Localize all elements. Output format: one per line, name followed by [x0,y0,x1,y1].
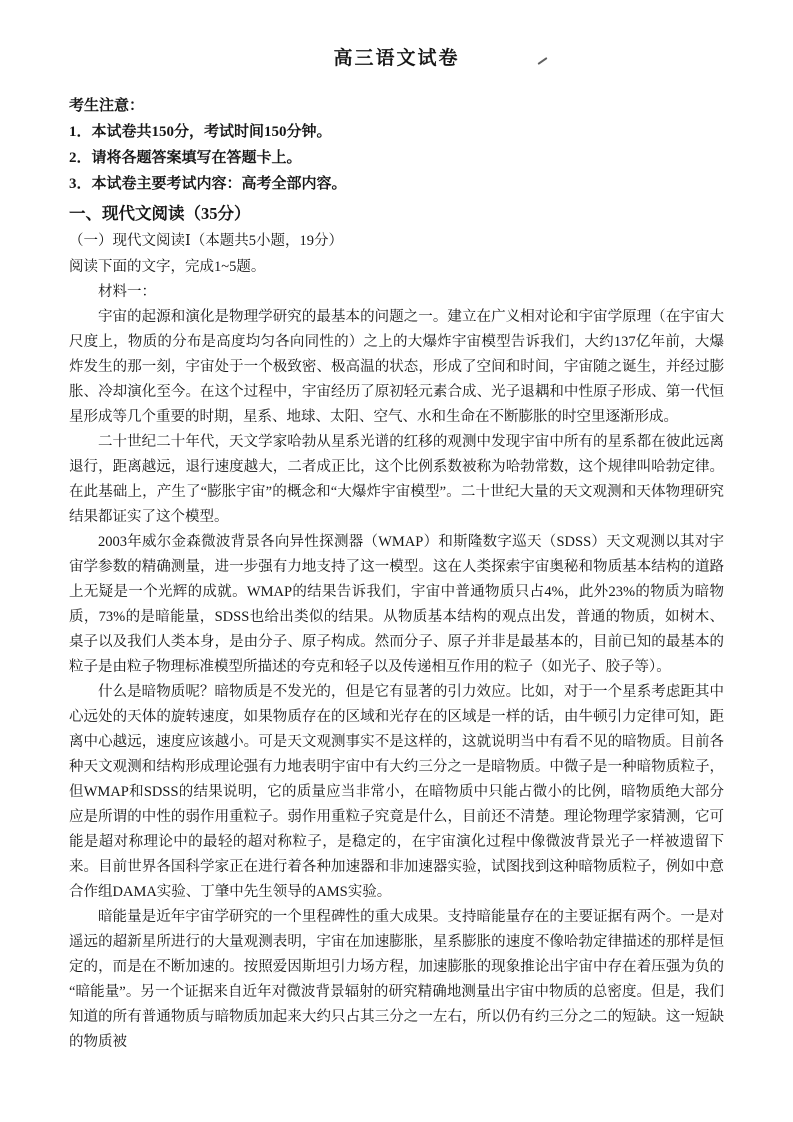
notice-heading: 考生注意： [69,98,145,114]
notice-item-2: 2．请将各题答案填写在答题卡上。 [69,150,302,166]
material-one-label: 材料一： [98,284,156,300]
material-paragraph-2: 二十世纪二十年代，天文学家哈勃从星系光谱的红移的观测中发现宇宙中所有的星系都在彼此远离退行，距离越远，退行速度越大，二者成正比，这个比例系数被称为哈勃常数，这个规律叫哈勃定律。在此基础上，产生了“膨胀宇宙”的概念和“大爆炸宇宙模型”。二十世纪大量的天文观测和天体物理研究结果都证实了这个模型。 [69,434,724,525]
material-paragraph-1: 宇宙的起源和演化是物理学研究的最基本的问题之一。建立在广义相对论和宇宙学原理（在宇宙大尺度上，物质的分布是高度均匀各向同性的）之上的大爆炸宇宙模型告诉我们，大约137亿年前，大爆炸发生的那一刻，宇宙处于一个极致密、极高温的状态，形成了空间和时间，宇宙随之诞生，并经过膨胀、冷却演化至今。在这个过程中，宇宙经历了原初轻元素合成、光子退耦和中性原子形成、第一代恒星形成等几个重要的时期，星系、地球、太阳、空气、水和生命在不断膨胀的时空里逐渐形成。 [69,309,724,425]
material-paragraph-3: 2003年威尔金森微波背景各向异性探测器（WMAP）和斯隆数字巡天（SDSS）天文观测以其对宇宙学参数的精确测量，进一步强有力地支持了这一模型。这在人类探索宇宙奥秘和物质基本结构的道路上无疑是一个光辉的成就。WMAP的结果告诉我们，宇宙中普通物质只占4%，此外23%的物质为暗物质，73%的是暗能量，SDSS也给出类似的结果。从物质基本结构的观点出发，普通的物质，如树木、桌子以及我们人类本身，是由分子、原子构成。然而分子、原子并非是最基本的，目前已知的最基本的粒子是由粒子物理标准模型所描述的夸克和轻子以及传递相互作用的粒子（如光子、胶子等）。 [69,534,724,675]
page-title: 高三语文试卷 [333,48,460,69]
reading-instruction: 阅读下面的文字，完成1~5题。 [69,259,266,275]
material-paragraph-4: 什么是暗物质呢？暗物质是不发光的，但是它有显著的引力效应。比如，对于一个星系考虑距其中心远处的天体的旋转速度，如果物质存在的区域和光存在的区域是一样的话，由牛顿引力定律可知，距离中心越远，速度应该越小。可是天文观测事实不是这样的，这就说明当中有看不见的暗物质。目前各种天文观测和结构形成理论强有力地表明宇宙中有大约三分之一是暗物质。中微子是一种暗物质粒子，但WMAP和SDSS的结果说明，它的质量应当非常小，在暗物质中只能占微小的比例，暗物质绝大部分应是所谓的中性的弱作用重粒子。弱作用重粒子究竟是什么，目前还不清楚。理论物理学家猜测，它可能是超对称理论中的最轻的超对称粒子，是稳定的，在宇宙演化过程中像微波背景光子一样被遗留下来。目前世界各国科学家正在进行着各种加速器和非加速器实验，试图找到这种暗物质粒子，例如中意合作组DAMA实验、丁肇中先生领导的AMS实验。 [69,684,724,900]
notice-item-3: 3．本试卷主要考试内容：高考全部内容。 [69,176,347,192]
subsection-heading: （一）现代文阅读Ⅰ（本题共5小题，19分） [69,233,343,249]
notice-item-1: 1．本试卷共150分，考试时间150分钟。 [69,124,332,140]
section-heading-modern-reading: 一、现代文阅读（35分） [69,204,251,223]
material-paragraph-5: 暗能量是近年宇宙学研究的一个里程碑性的重大成果。支持暗能量存在的主要证据有两个。一是对遥远的超新星所进行的大量观测表明，宇宙在加速膨胀，星系膨胀的速度不像哈勃定律描述的那样是恒定的，而是在不断加速的。按照爱因斯坦引力场方程，加速膨胀的现象推论出宇宙中存在着压强为负的“暗能量”。另一个证据来自近年对微波背景辐射的研究精确地测量出宇宙中物质的总密度。但是，我们知道的所有普通物质与暗物质加起来大约只占其三分之一左右，所以仍有约三分之二的短缺。这一短缺的物质被 [69,909,724,1050]
material-one-body [69,305,724,1055]
candidate-notice [69,93,724,197]
